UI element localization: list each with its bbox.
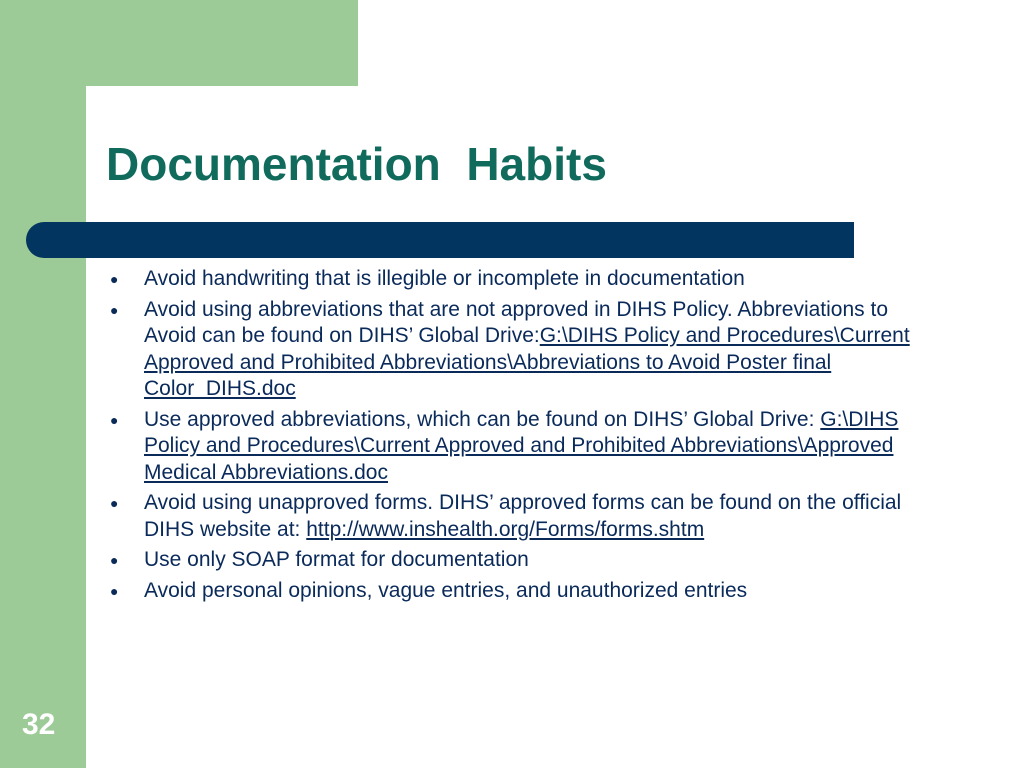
approved-abbreviations-link[interactable]: G:\DIHS Policy and Procedures\Current Approved and Prohibited Abbreviations\Approved Medical Abbreviations.doc xyxy=(144,407,899,484)
bullet-icon: ● xyxy=(110,495,119,511)
list-item xyxy=(106,407,926,487)
list-item xyxy=(106,297,926,403)
slide-title: Documentation Habits xyxy=(106,138,607,190)
green-top-border xyxy=(0,0,358,86)
bullet-list xyxy=(106,266,926,608)
list-item xyxy=(106,490,926,543)
bullet-text: Use approved abbreviations, which can be found on DIHS’ Global Drive: xyxy=(144,407,821,431)
bullet-icon: ● xyxy=(110,411,119,428)
page-number: 32 xyxy=(22,708,56,741)
bullet-icon: ● xyxy=(110,582,119,599)
bullet-text: Avoid using unapproved forms. DIHS’ approved forms can be found on the official DIHS website at: xyxy=(144,491,902,541)
forms-website-link[interactable]: http://www.inshealth.org/Forms/forms.shtm xyxy=(306,517,705,541)
bullet-text: Use only SOAP format for documentation xyxy=(144,548,529,571)
list-item xyxy=(106,547,926,574)
bullet-text: Avoid handwriting that is illegible or incomplete in documentation xyxy=(144,267,745,290)
list-item xyxy=(106,578,926,605)
bullet-icon: ● xyxy=(110,271,119,287)
bullet-icon: ● xyxy=(110,301,119,318)
bullet-icon: ● xyxy=(110,552,119,568)
list-item xyxy=(106,266,926,293)
bullet-text: Avoid using abbreviations that are not approved in DIHS Policy. Abbreviations to Avoid can be found on DIHS’ Global Drive: xyxy=(144,297,888,347)
abbreviations-to-avoid-link[interactable]: G:\DIHS Policy and Procedures\Current Approved and Prohibited Abbreviations\Abbreviations to Avoid Poster final Color_DIHS.doc xyxy=(144,324,910,400)
bullet-text: Avoid personal opinions, vague entries, and unauthorized entries xyxy=(144,578,748,602)
green-left-border xyxy=(0,0,86,768)
title-divider-bar xyxy=(26,222,854,258)
